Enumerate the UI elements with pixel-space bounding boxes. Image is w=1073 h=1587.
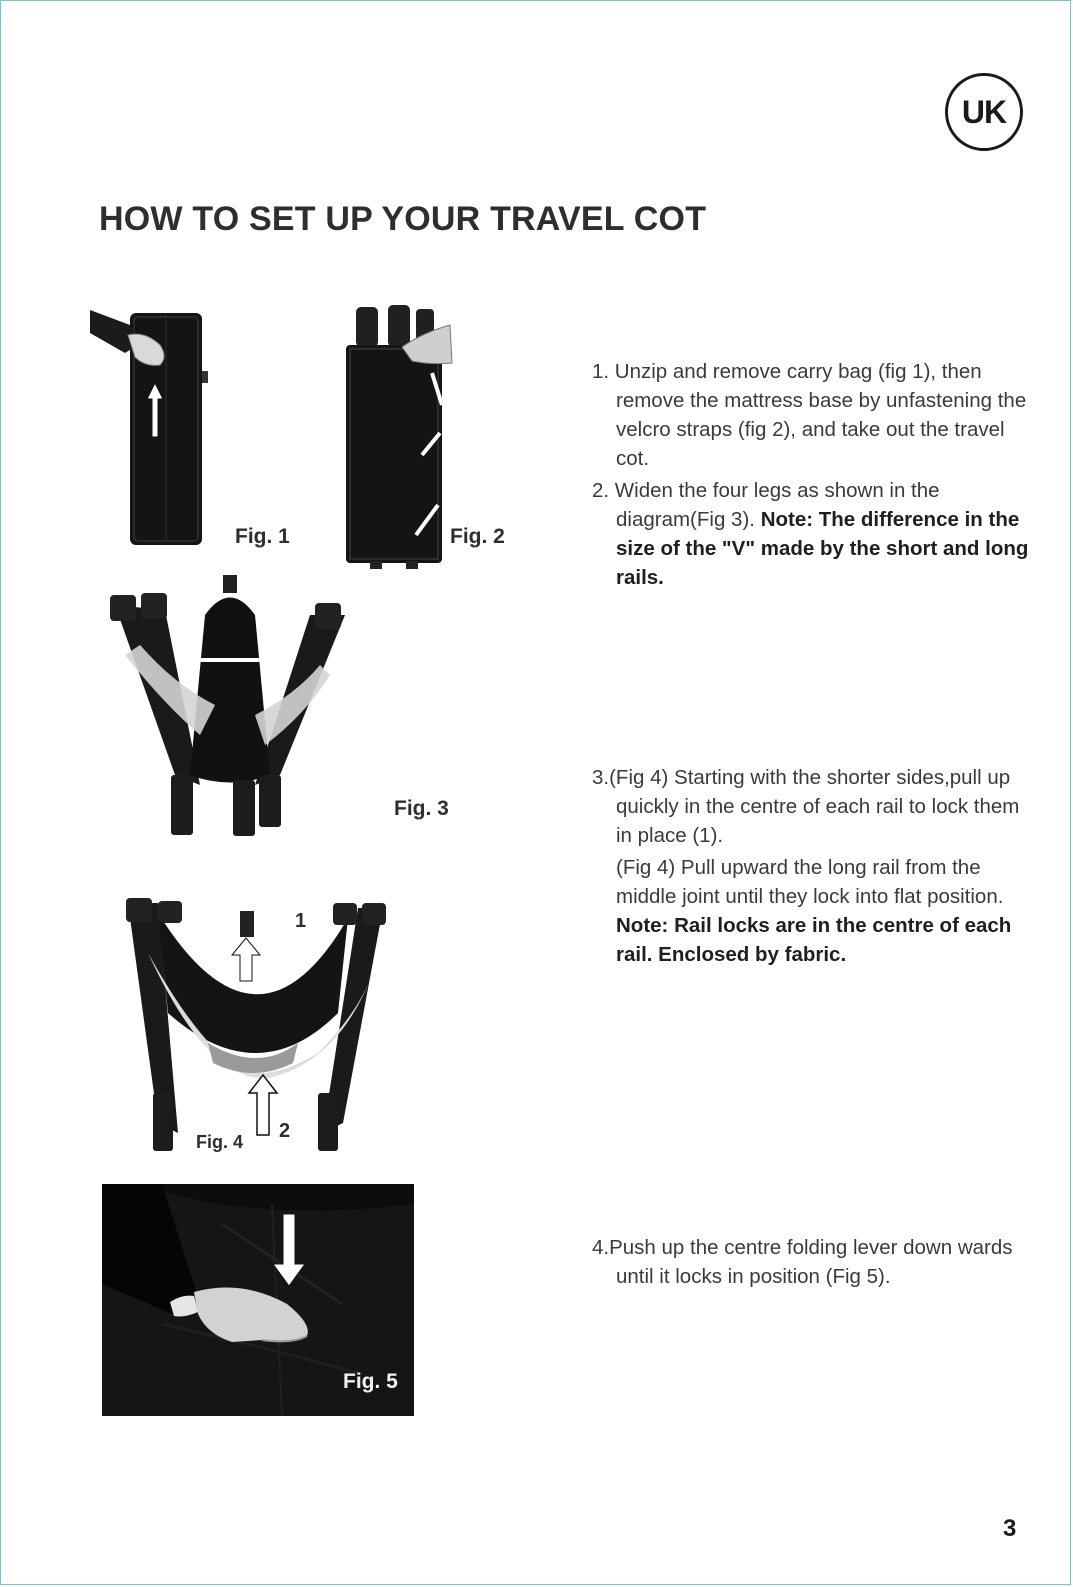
figure-4-marker-2: 2 [279,1120,291,1142]
figure-3-image [105,575,355,840]
step-3b-note: Note: Rail locks are in the centre of each rail. Enclosed by fabric. [616,914,1012,966]
step-4-text: 4.Push up the centre folding lever down wards until it locks in position (Fig 5). [592,1236,1013,1288]
step-1-text: 1. Unzip and remove carry bag (fig 1), then remove the mattress base by unfastening the velcro straps (fig 2), and take out the travel cot. [592,360,1027,470]
figure-4-marker-1: 1 [295,910,307,932]
figure-2-image [340,303,455,571]
figure-5-label: Fig. 5 [343,1370,398,1393]
figure-1-label: Fig. 1 [235,525,290,548]
language-badge: UK [945,73,1023,151]
step-3-block [592,763,1032,972]
figure-2-label: Fig. 2 [450,525,505,548]
step-2-paragraph [592,476,1032,592]
step-3b-paragraph [592,853,1032,969]
step-3a-text: 3.(Fig 4) Starting with the shorter sides,pull up quickly in the centre of each rail to lock them in place (1). [592,766,1020,847]
step-2-text: 2. Widen the four legs as shown in the diagram(Fig 3). [592,479,940,531]
page-number: 3 [1003,1515,1017,1542]
step-4-block [592,1233,1032,1294]
figure-4-image [118,893,393,1155]
figure-1-image [90,305,220,550]
step-1-2-block [592,357,1032,595]
figure-3-label: Fig. 3 [394,797,449,820]
step-3b-text: (Fig 4) Pull upward the long rail from the middle joint until they lock into flat position. [616,856,1004,908]
step-2-note: Note: The difference in the size of the "V" made by the short and long rails. [616,508,1029,589]
page-title: HOW TO SET UP YOUR TRAVEL COT [99,200,707,238]
figure-4-label: Fig. 4 [196,1132,244,1152]
